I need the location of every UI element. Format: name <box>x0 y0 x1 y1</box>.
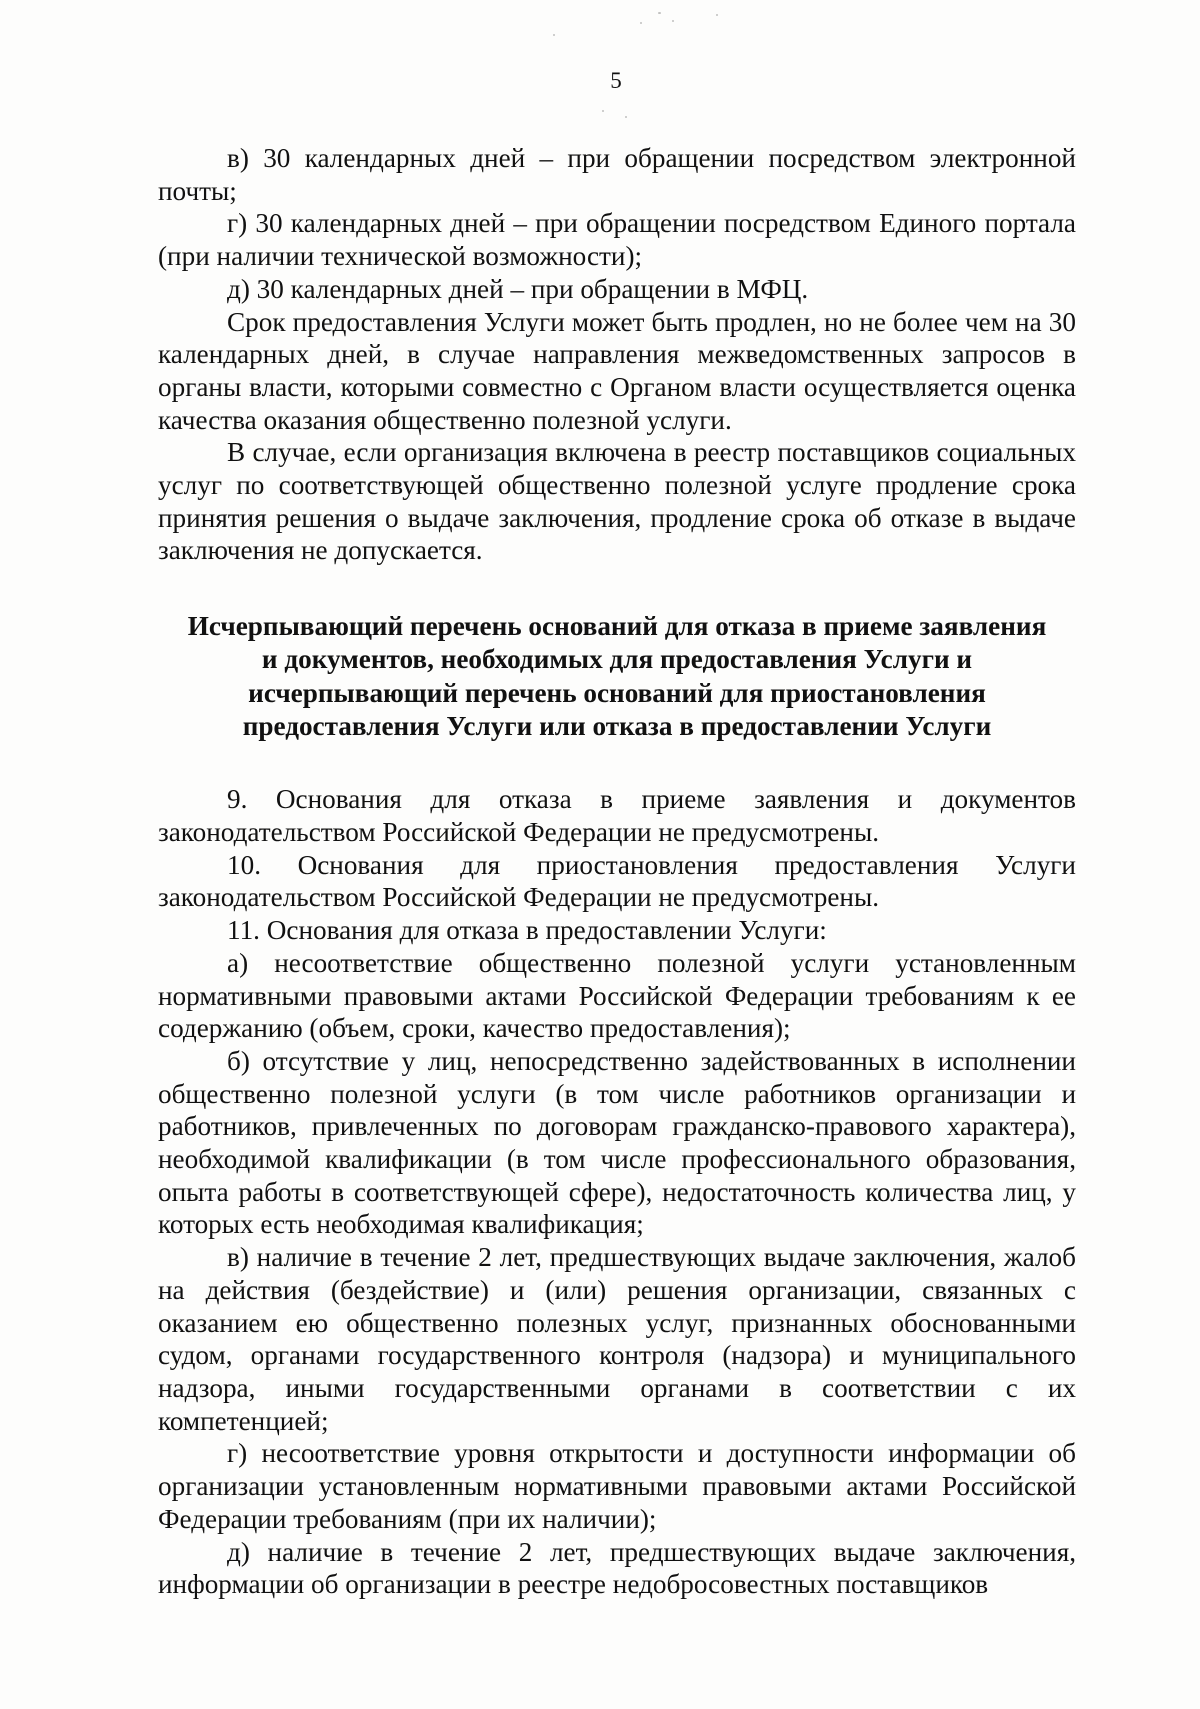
paragraph-item-11d: д) наличие в течение 2 лет, предшествующих выдаче заключения, информации об организации в реестре недобросовестных поставщиков <box>158 1536 1076 1600</box>
page-number: 5 <box>610 68 622 93</box>
paragraph-item-11b: б) отсутствие у лиц, непосредственно задействованных в исполнении общественно полезной услуги (в том числе работников организации и работников, привлеченных по договорам гражданско-правового характера), необходимой квалификации (в том числе профессионального образования, опыта работы в соответствующей сфере), недостаточность количества лиц, у которых есть необходимая квалификация; <box>158 1045 1076 1240</box>
paragraph-item-11g: г) несоответствие уровня открытости и доступности информации об организации установленным нормативными правовыми актами Российской Федерации требованиям (при их наличии); <box>158 1438 1076 1534</box>
paragraph-deadline-mfc: д) 30 календарных дней – при обращении в МФЦ. <box>227 273 809 304</box>
scan-speck <box>658 12 661 14</box>
section-heading <box>158 610 1076 743</box>
paragraph-deadline-portal: г) 30 календарных дней – при обращении посредством Единого портала (при наличии технической возможности); <box>158 208 1076 272</box>
paragraph-registry-case: В случае, если организация включена в реестр поставщиков социальных услуг по соответствующей общественно полезной услуге продление срока принятия решения о выдаче заключения, продление срока об отказе в выдаче заключения не допускается. <box>158 437 1076 566</box>
scan-speck <box>716 14 718 16</box>
paragraph-deadline-email: в) 30 календарных дней – при обращении посредством электронной почты; <box>158 143 1076 206</box>
heading-line: и документов, необходимых для предоставления Услуги и <box>261 644 973 675</box>
scan-speck <box>672 20 674 22</box>
paragraph-extension: Срок предоставления Услуги может быть продлен, но не более чем на 30 календарных дней, в случае направления межведомственных запросов в органы власти, которыми совместно с Органом власти осуществляется оценка качества оказания общественно полезной услуги. <box>158 306 1076 435</box>
heading-line: Исчерпывающий перечень оснований для отказа в приеме заявления <box>187 611 1047 642</box>
paragraph-item-11v: в) наличие в течение 2 лет, предшествующих выдаче заключения, жалоб на действия (бездействие) и (или) решения организации, связанных с оказанием ею общественно полезных услуг, признанных обоснованными судом, органами государственного контроля (надзора) и муниципального надзора, иными государственными органами в соответствии с их компетенцией; <box>158 1242 1076 1436</box>
scan-speck <box>625 116 627 118</box>
document-body <box>158 142 1076 1601</box>
scan-speck <box>602 110 604 112</box>
heading-line: исчерпывающий перечень оснований для приостановления <box>248 677 986 708</box>
paragraph-item-11a: а) несоответствие общественно полезной услуги установленным нормативными правовыми актами Российской Федерации требованиям к ее содержанию (объем, сроки, качество предоставления); <box>158 947 1076 1044</box>
paragraph-item-10: 10. Основания для приостановления предоставления Услуги законодательством Российской Федерации не предусмотрены. <box>158 849 1076 913</box>
heading-line: предоставления Услуги или отказа в предоставлении Услуги <box>242 711 992 742</box>
paragraph-item-11: 11. Основания для отказа в предоставлении Услуги: <box>227 915 827 946</box>
scan-speck <box>640 22 642 24</box>
paragraph-item-9: 9. Основания для отказа в приеме заявления и документов законодательством Российской Федерации не предусмотрены. <box>158 784 1076 848</box>
scan-speck <box>553 34 555 36</box>
